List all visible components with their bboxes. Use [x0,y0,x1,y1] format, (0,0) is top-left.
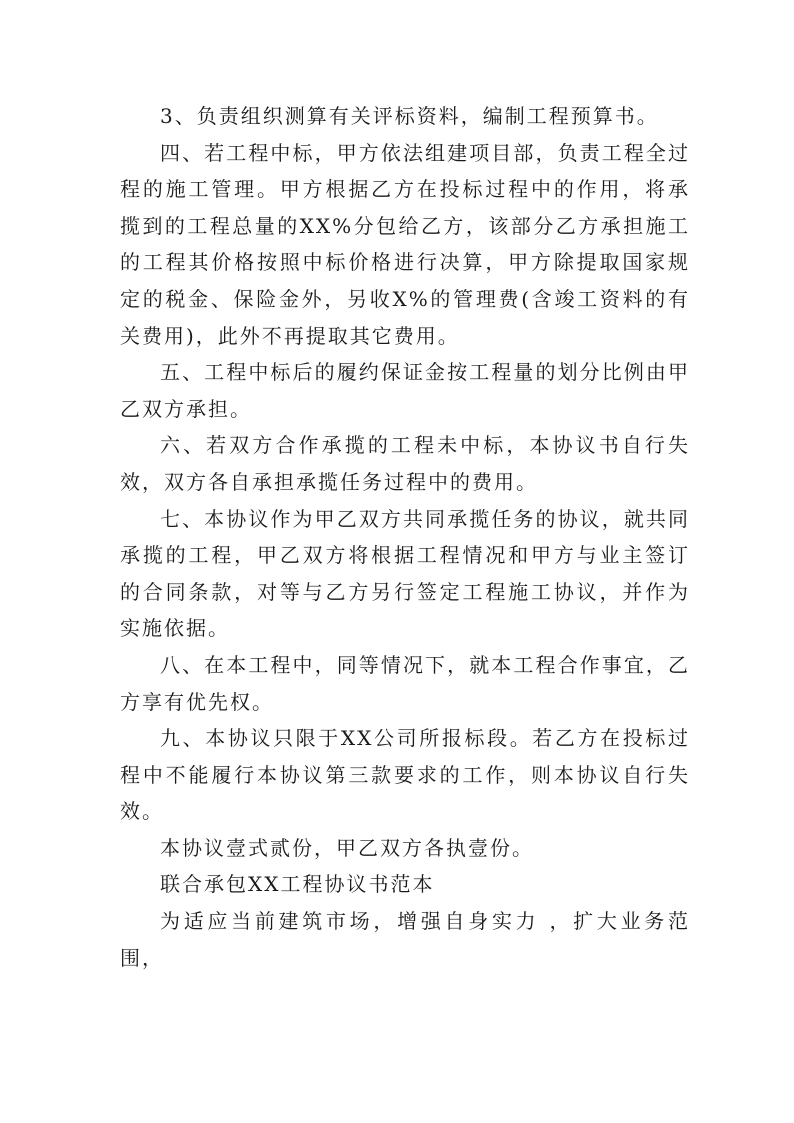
paragraph-section-8: 八、在本工程中，同等情况下，就本工程合作事宜，乙方享有优先权。 [120,652,690,714]
document-body [120,98,690,976]
paragraph-section-9: 九、本协议只限于XX公司所报标段。若乙方在投标过程中不能履行本协议第三款要求的工作，则本协议自行失效。 [120,726,690,824]
paragraph-section-5: 五、工程中标后的履约保证金按工程量的划分比例由甲乙双方承担。 [120,360,690,421]
paragraph-intro: 为适应当前建筑市场，增强自身实力 ，扩大业务范围， [120,909,690,970]
paragraph-section-7: 七、本协议作为甲乙双方共同承揽任务的协议，就共同承揽的工程，甲乙双方将根据工程情况和甲方与业主签订的合同条款，对等与乙方另行签定工程施工协议，并作为实施依据。 [120,506,690,641]
document-heading: 联合承包XX工程协议书范本 [160,872,435,897]
paragraph-section-4: 四、若工程中标，甲方依法组建项目部，负责工程全过程的施工管理。甲方根据乙方在投标过程中的作用，将承揽到的工程总量的XX%分包给乙方，该部分乙方承担施工的工程其价格按照中标价格进行决算，甲方除提取国家规定的税金、保险金外，另收X%的管理费(含竣工资料的有关费用)，此外不再提取其它费用。 [120,140,690,348]
paragraph-copies: 本协议壹式贰份，甲乙双方各执壹份。 [160,835,534,860]
paragraph-section-6: 六、若双方合作承揽的工程未中标，本协议书自行失效，双方各自承担承揽任务过程中的费用。 [120,433,690,494]
paragraph-item-3: 3、负责组织测算有关评标资料，编制工程预算书。 [160,104,659,128]
